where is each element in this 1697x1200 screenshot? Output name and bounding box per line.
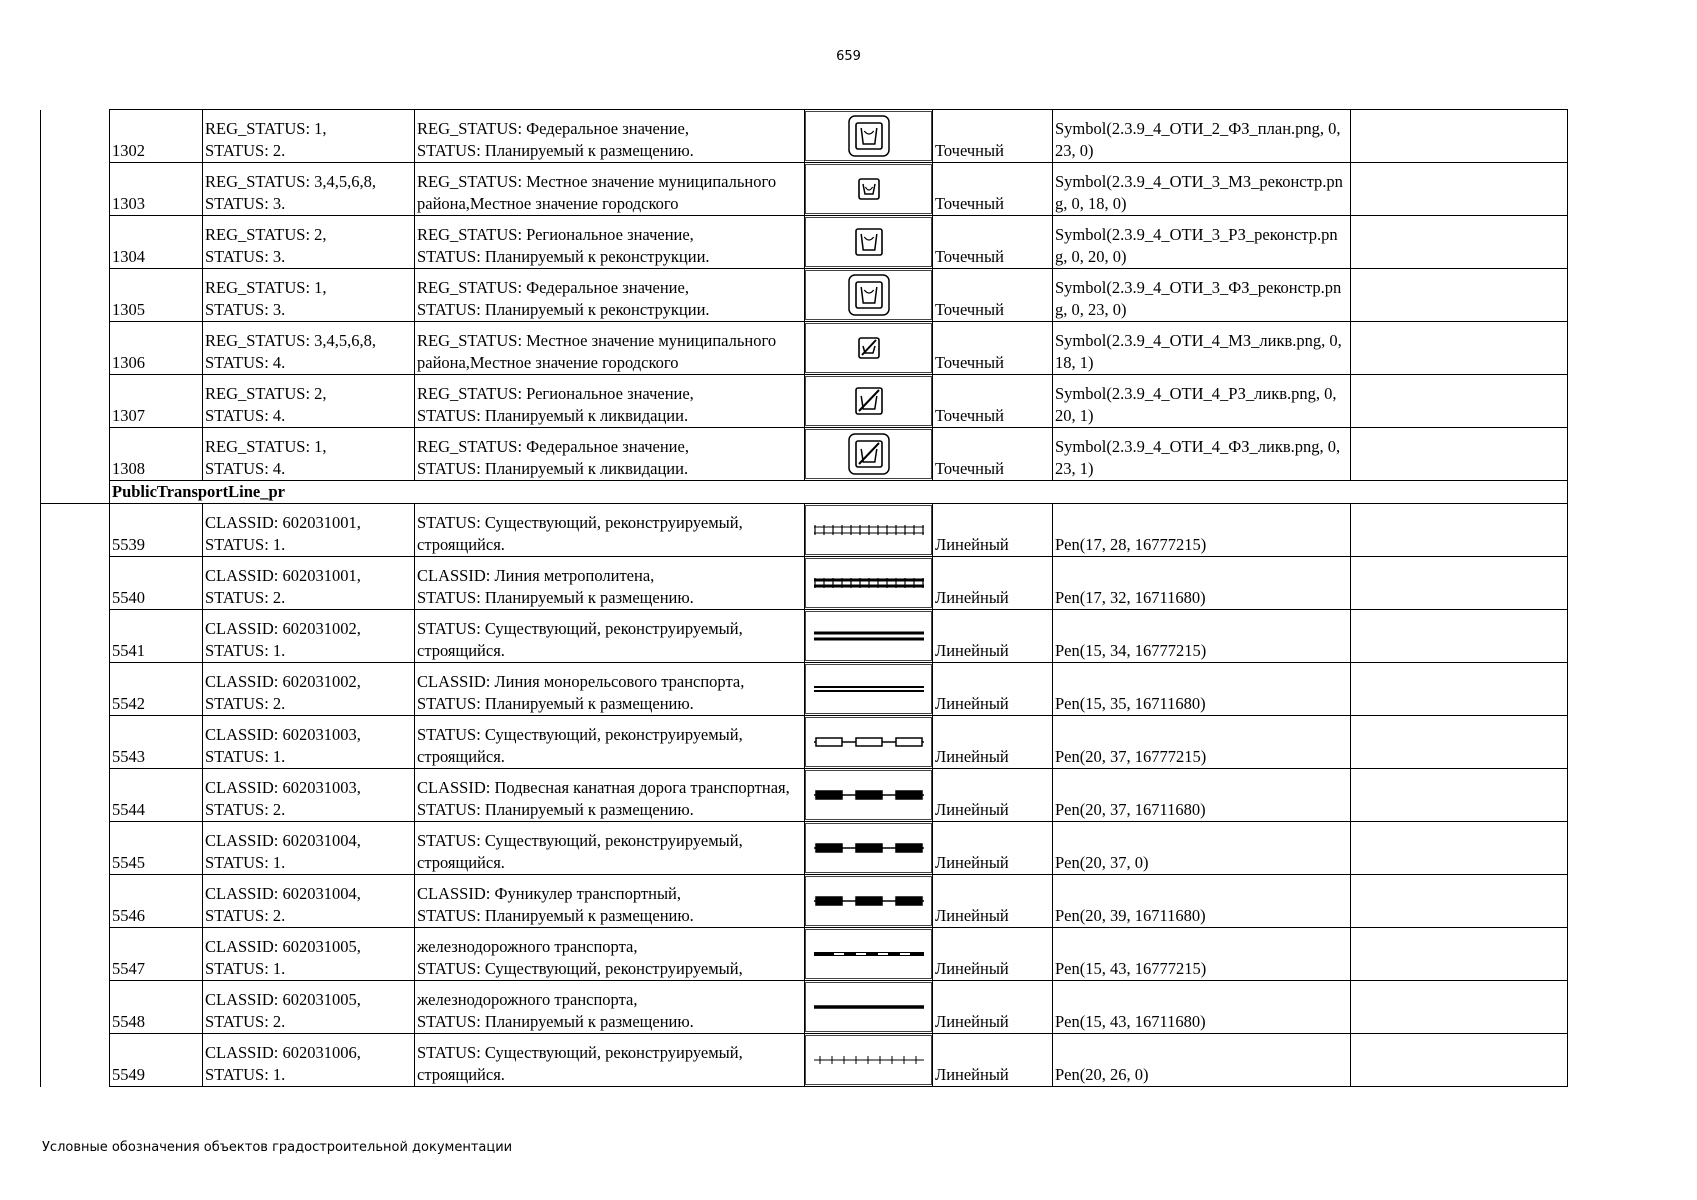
table-row <box>41 981 1568 1034</box>
description-line-2: STATUS: Планируемый к ликвидации. <box>417 406 689 425</box>
gutter-cell <box>41 504 110 557</box>
description-line-1: STATUS: Существующий, реконструируемый, <box>417 1043 743 1062</box>
row-symbol <box>805 428 933 481</box>
row-id: 5540 <box>110 557 203 610</box>
row-empty-cell <box>1351 163 1568 216</box>
attribute-line-1: CLASSID: 602031005, <box>205 937 361 956</box>
row-empty-cell <box>1351 216 1568 269</box>
row-geometry-type: Точечный <box>933 163 1053 216</box>
row-attributes <box>203 557 415 610</box>
table-row <box>41 663 1568 716</box>
attribute-line-1: CLASSID: 602031002, <box>205 619 361 638</box>
symbol-liq-mid-icon <box>805 376 932 426</box>
attribute-line-2: STATUS: 1. <box>205 747 286 766</box>
row-style-definition: Symbol(2.3.9_4_ОТИ_3_МЗ_реконстр.png, 0, 18, 0) <box>1053 163 1351 216</box>
row-description <box>415 822 805 875</box>
description-line-2: STATUS: Планируемый к размещению. <box>417 1012 694 1031</box>
attribute-line-2: STATUS: 2. <box>205 588 286 607</box>
table-row <box>41 163 1568 216</box>
row-description <box>415 663 805 716</box>
row-style-definition: Pen(20, 37, 16711680) <box>1053 769 1351 822</box>
attribute-line-1: CLASSID: 602031003, <box>205 725 361 744</box>
attribute-line-2: STATUS: 2. <box>205 906 286 925</box>
row-geometry-type: Линейный <box>933 610 1053 663</box>
row-description <box>415 216 805 269</box>
row-style-definition: Pen(20, 26, 0) <box>1053 1034 1351 1087</box>
row-symbol <box>805 822 933 875</box>
description-line-1: железнодорожного транспорта, <box>417 990 638 1009</box>
description-line-1: STATUS: Существующий, реконструируемый, <box>417 619 743 638</box>
attribute-line-2: STATUS: 2. <box>205 141 286 160</box>
row-symbol <box>805 981 933 1034</box>
row-style-definition: Pen(15, 34, 16777215) <box>1053 610 1351 663</box>
row-empty-cell <box>1351 269 1568 322</box>
row-attributes <box>203 1034 415 1087</box>
row-id: 5548 <box>110 981 203 1034</box>
description-line-1: REG_STATUS: Региональное значение, <box>417 384 694 403</box>
row-attributes <box>203 769 415 822</box>
gutter-cell <box>41 375 110 428</box>
row-id: 5544 <box>110 769 203 822</box>
row-empty-cell <box>1351 1034 1568 1087</box>
description-line-2: строящийся. <box>417 747 505 766</box>
row-geometry-type: Точечный <box>933 375 1053 428</box>
table-row <box>41 769 1568 822</box>
row-symbol <box>805 716 933 769</box>
row-symbol <box>805 163 933 216</box>
row-description <box>415 269 805 322</box>
gutter-cell <box>41 769 110 822</box>
row-empty-cell <box>1351 428 1568 481</box>
row-empty-cell <box>1351 557 1568 610</box>
attribute-line-2: STATUS: 3. <box>205 300 286 319</box>
row-style-definition: Pen(20, 37, 16777215) <box>1053 716 1351 769</box>
row-style-definition: Pen(17, 28, 16777215) <box>1053 504 1351 557</box>
row-symbol <box>805 216 933 269</box>
row-description <box>415 1034 805 1087</box>
description-line-2: STATUS: Планируемый к размещению. <box>417 588 694 607</box>
row-geometry-type: Точечный <box>933 428 1053 481</box>
description-line-1: STATUS: Существующий, реконструируемый, <box>417 513 743 532</box>
row-geometry-type: Линейный <box>933 769 1053 822</box>
row-empty-cell <box>1351 663 1568 716</box>
row-description <box>415 557 805 610</box>
row-description <box>415 769 805 822</box>
row-symbol <box>805 928 933 981</box>
row-empty-cell <box>1351 504 1568 557</box>
gutter-cell <box>41 110 110 163</box>
attribute-line-2: STATUS: 2. <box>205 694 286 713</box>
attribute-line-1: CLASSID: 602031001, <box>205 566 361 585</box>
attribute-line-1: REG_STATUS: 1, <box>205 119 327 138</box>
gutter-cell <box>41 610 110 663</box>
row-description <box>415 875 805 928</box>
row-description <box>415 981 805 1034</box>
row-style-definition: Pen(15, 43, 16711680) <box>1053 981 1351 1034</box>
attribute-line-2: STATUS: 1. <box>205 535 286 554</box>
description-line-1: CLASSID: Линия монорельсового транспорта, <box>417 672 745 691</box>
row-description <box>415 610 805 663</box>
symbol-cup-small-icon <box>805 164 932 214</box>
row-symbol <box>805 504 933 557</box>
row-attributes <box>203 822 415 875</box>
symbol-double-thin-icon <box>805 664 932 714</box>
row-symbol <box>805 557 933 610</box>
symbol-cup-big-icon <box>805 270 932 320</box>
attribute-line-2: STATUS: 3. <box>205 194 286 213</box>
attribute-line-2: STATUS: 4. <box>205 353 286 372</box>
symbol-boxes-open-icon <box>805 717 932 767</box>
row-style-definition: Symbol(2.3.9_4_ОТИ_4_РЗ_ликв.png, 0, 20, 1) <box>1053 375 1351 428</box>
row-geometry-type: Линейный <box>933 663 1053 716</box>
attribute-line-1: REG_STATUS: 1, <box>205 437 327 456</box>
description-line-2: STATUS: Планируемый к размещению. <box>417 906 694 925</box>
table-row <box>41 322 1568 375</box>
row-description <box>415 110 805 163</box>
row-id: 1305 <box>110 269 203 322</box>
row-geometry-type: Точечный <box>933 110 1053 163</box>
row-geometry-type: Линейный <box>933 504 1053 557</box>
description-line-1: REG_STATUS: Местное значение муниципального <box>417 331 777 350</box>
row-attributes <box>203 610 415 663</box>
table-row <box>41 428 1568 481</box>
gutter-cell <box>41 928 110 981</box>
row-attributes <box>203 375 415 428</box>
attribute-line-1: REG_STATUS: 3,4,5,6,8, <box>205 172 377 191</box>
gutter-cell <box>41 663 110 716</box>
symbol-liq-big-icon <box>805 429 932 479</box>
description-line-2: района,Местное значение городского <box>417 194 679 213</box>
table-row <box>41 822 1568 875</box>
symbol-boxes-filled-icon <box>805 823 932 873</box>
row-attributes <box>203 981 415 1034</box>
row-empty-cell <box>1351 110 1568 163</box>
table-row <box>41 110 1568 163</box>
row-description <box>415 375 805 428</box>
gutter-cell <box>41 875 110 928</box>
row-description <box>415 716 805 769</box>
table-row <box>41 928 1568 981</box>
row-attributes <box>203 269 415 322</box>
symbol-boxes-filled-icon <box>805 876 932 926</box>
attribute-line-2: STATUS: 1. <box>205 1065 286 1084</box>
row-description <box>415 322 805 375</box>
row-style-definition: Symbol(2.3.9_4_ОТИ_3_ФЗ_реконстр.png, 0, 23, 0) <box>1053 269 1351 322</box>
row-attributes <box>203 428 415 481</box>
row-attributes <box>203 163 415 216</box>
row-description <box>415 428 805 481</box>
gutter-cell <box>41 216 110 269</box>
attribute-line-1: CLASSID: 602031006, <box>205 1043 361 1062</box>
row-id: 5543 <box>110 716 203 769</box>
attribute-line-2: STATUS: 2. <box>205 800 286 819</box>
table-row <box>41 610 1568 663</box>
row-geometry-type: Линейный <box>933 716 1053 769</box>
table-row <box>41 269 1568 322</box>
symbol-ladder-icon <box>805 505 932 555</box>
legend-table-wrapper <box>40 109 1568 1087</box>
row-attributes <box>203 504 415 557</box>
row-style-definition: Pen(15, 35, 16711680) <box>1053 663 1351 716</box>
attribute-line-1: CLASSID: 602031004, <box>205 884 361 903</box>
row-style-definition: Symbol(2.3.9_4_ОТИ_4_ФЗ_ликв.png, 0, 23, 1) <box>1053 428 1351 481</box>
description-line-1: REG_STATUS: Федеральное значение, <box>417 437 689 456</box>
symbol-tick-line-icon <box>805 1035 932 1085</box>
row-geometry-type: Линейный <box>933 928 1053 981</box>
row-description <box>415 928 805 981</box>
symbol-boxes-filled-icon <box>805 770 932 820</box>
row-attributes <box>203 322 415 375</box>
attribute-line-1: CLASSID: 602031003, <box>205 778 361 797</box>
row-empty-cell <box>1351 875 1568 928</box>
attribute-line-1: REG_STATUS: 2, <box>205 384 327 403</box>
row-id: 5541 <box>110 610 203 663</box>
row-id: 5539 <box>110 504 203 557</box>
row-attributes <box>203 110 415 163</box>
row-geometry-type: Линейный <box>933 981 1053 1034</box>
row-geometry-type: Линейный <box>933 875 1053 928</box>
section-header-body <box>41 481 1568 504</box>
row-attributes <box>203 663 415 716</box>
table-row <box>41 557 1568 610</box>
description-line-2: строящийся. <box>417 641 505 660</box>
attribute-line-2: STATUS: 1. <box>205 959 286 978</box>
description-line-1: CLASSID: Фуникулер транспортный, <box>417 884 681 903</box>
row-id: 5549 <box>110 1034 203 1087</box>
page-number: 659 <box>836 49 861 64</box>
attribute-line-1: CLASSID: 602031005, <box>205 990 361 1009</box>
description-line-1: STATUS: Существующий, реконструируемый, <box>417 725 743 744</box>
row-style-definition: Pen(17, 32, 16711680) <box>1053 557 1351 610</box>
description-line-1: REG_STATUS: Региональное значение, <box>417 225 694 244</box>
gutter-cell <box>41 163 110 216</box>
row-attributes <box>203 716 415 769</box>
description-line-2: STATUS: Планируемый к размещению. <box>417 800 694 819</box>
attribute-line-1: CLASSID: 602031001, <box>205 513 361 532</box>
description-line-2: района,Местное значение городского <box>417 353 679 372</box>
description-line-1: REG_STATUS: Федеральное значение, <box>417 119 689 138</box>
row-geometry-type: Линейный <box>933 1034 1053 1087</box>
symbol-solid-thick-icon <box>805 982 932 1032</box>
description-line-1: CLASSID: Подвесная канатная дорога транспортная, <box>417 778 790 797</box>
row-id: 1306 <box>110 322 203 375</box>
description-line-2: строящийся. <box>417 535 505 554</box>
symbol-double-thick-icon <box>805 611 932 661</box>
row-empty-cell <box>1351 610 1568 663</box>
row-id: 1304 <box>110 216 203 269</box>
description-line-1: железнодорожного транспорта, <box>417 937 638 956</box>
row-geometry-type: Точечный <box>933 322 1053 375</box>
description-line-2: STATUS: Планируемый к реконструкции. <box>417 247 710 266</box>
row-description <box>415 504 805 557</box>
row-id: 1308 <box>110 428 203 481</box>
document-footer: Условные обозначения объектов градостроительной документации <box>42 1140 513 1155</box>
table-row <box>41 216 1568 269</box>
symbol-ladder-thick-icon <box>805 558 932 608</box>
description-line-1: STATUS: Существующий, реконструируемый, <box>417 831 743 850</box>
row-symbol <box>805 875 933 928</box>
row-geometry-type: Линейный <box>933 822 1053 875</box>
description-line-1: CLASSID: Линия метрополитена, <box>417 566 655 585</box>
table-row <box>41 504 1568 557</box>
row-id: 5546 <box>110 875 203 928</box>
table-row <box>41 375 1568 428</box>
symbol-cup-mid-icon <box>805 217 932 267</box>
row-symbol <box>805 769 933 822</box>
row-id: 5547 <box>110 928 203 981</box>
row-geometry-type: Линейный <box>933 557 1053 610</box>
row-id: 1303 <box>110 163 203 216</box>
attribute-line-2: STATUS: 3. <box>205 247 286 266</box>
attribute-line-2: STATUS: 4. <box>205 406 286 425</box>
table-row <box>41 1034 1568 1087</box>
attribute-line-2: STATUS: 1. <box>205 641 286 660</box>
attribute-line-1: CLASSID: 602031002, <box>205 672 361 691</box>
row-empty-cell <box>1351 981 1568 1034</box>
legend-table-body-bottom <box>41 504 1568 1087</box>
gutter-cell <box>41 322 110 375</box>
row-symbol <box>805 269 933 322</box>
legend-table <box>40 109 1568 1087</box>
attribute-line-1: CLASSID: 602031004, <box>205 831 361 850</box>
table-row <box>41 875 1568 928</box>
gutter-cell <box>41 1034 110 1087</box>
gutter-cell <box>41 269 110 322</box>
gutter-cell <box>41 716 110 769</box>
row-empty-cell <box>1351 928 1568 981</box>
row-empty-cell <box>1351 769 1568 822</box>
row-style-definition: Symbol(2.3.9_4_ОТИ_2_ФЗ_план.png, 0, 23, 0) <box>1053 110 1351 163</box>
description-line-2: STATUS: Планируемый к ликвидации. <box>417 459 689 478</box>
attribute-line-2: STATUS: 1. <box>205 853 286 872</box>
row-description <box>415 163 805 216</box>
attribute-line-1: REG_STATUS: 2, <box>205 225 327 244</box>
description-line-2: строящийся. <box>417 853 505 872</box>
row-style-definition: Symbol(2.3.9_4_ОТИ_4_МЗ_ликв.png, 0, 18, 1) <box>1053 322 1351 375</box>
row-id: 5545 <box>110 822 203 875</box>
symbol-liq-small-icon <box>805 323 932 373</box>
description-line-2: STATUS: Планируемый к реконструкции. <box>417 300 710 319</box>
section-row <box>41 481 1568 504</box>
gutter-cell <box>41 981 110 1034</box>
description-line-2: STATUS: Существующий, реконструируемый, <box>417 959 743 978</box>
row-style-definition: Pen(20, 39, 16711680) <box>1053 875 1351 928</box>
row-id: 1302 <box>110 110 203 163</box>
table-row <box>41 716 1568 769</box>
gutter-cell <box>41 557 110 610</box>
row-attributes <box>203 216 415 269</box>
row-empty-cell <box>1351 716 1568 769</box>
row-style-definition: Pen(20, 37, 0) <box>1053 822 1351 875</box>
row-symbol <box>805 110 933 163</box>
gutter-cell <box>41 481 110 504</box>
row-empty-cell <box>1351 822 1568 875</box>
row-symbol <box>805 322 933 375</box>
row-symbol <box>805 1034 933 1087</box>
row-empty-cell <box>1351 375 1568 428</box>
section-title: PublicTransportLine_pr <box>110 481 1568 504</box>
description-line-2: строящийся. <box>417 1065 505 1084</box>
attribute-line-1: REG_STATUS: 1, <box>205 278 327 297</box>
row-id: 1307 <box>110 375 203 428</box>
row-symbol <box>805 663 933 716</box>
symbol-dashed-rail-icon <box>805 929 932 979</box>
attribute-line-1: REG_STATUS: 3,4,5,6,8, <box>205 331 377 350</box>
row-empty-cell <box>1351 322 1568 375</box>
description-line-1: REG_STATUS: Местное значение муниципального <box>417 172 777 191</box>
symbol-cup-big-icon <box>805 111 932 161</box>
row-style-definition: Pen(15, 43, 16777215) <box>1053 928 1351 981</box>
row-id: 5542 <box>110 663 203 716</box>
attribute-line-2: STATUS: 2. <box>205 1012 286 1031</box>
description-line-2: STATUS: Планируемый к размещению. <box>417 694 694 713</box>
legend-table-body-top <box>41 110 1568 481</box>
row-geometry-type: Точечный <box>933 216 1053 269</box>
row-symbol <box>805 375 933 428</box>
description-line-1: REG_STATUS: Федеральное значение, <box>417 278 689 297</box>
gutter-cell <box>41 822 110 875</box>
row-geometry-type: Точечный <box>933 269 1053 322</box>
row-symbol <box>805 610 933 663</box>
row-style-definition: Symbol(2.3.9_4_ОТИ_3_РЗ_реконстр.png, 0, 20, 0) <box>1053 216 1351 269</box>
description-line-2: STATUS: Планируемый к размещению. <box>417 141 694 160</box>
row-attributes <box>203 928 415 981</box>
gutter-cell <box>41 428 110 481</box>
attribute-line-2: STATUS: 4. <box>205 459 286 478</box>
row-attributes <box>203 875 415 928</box>
